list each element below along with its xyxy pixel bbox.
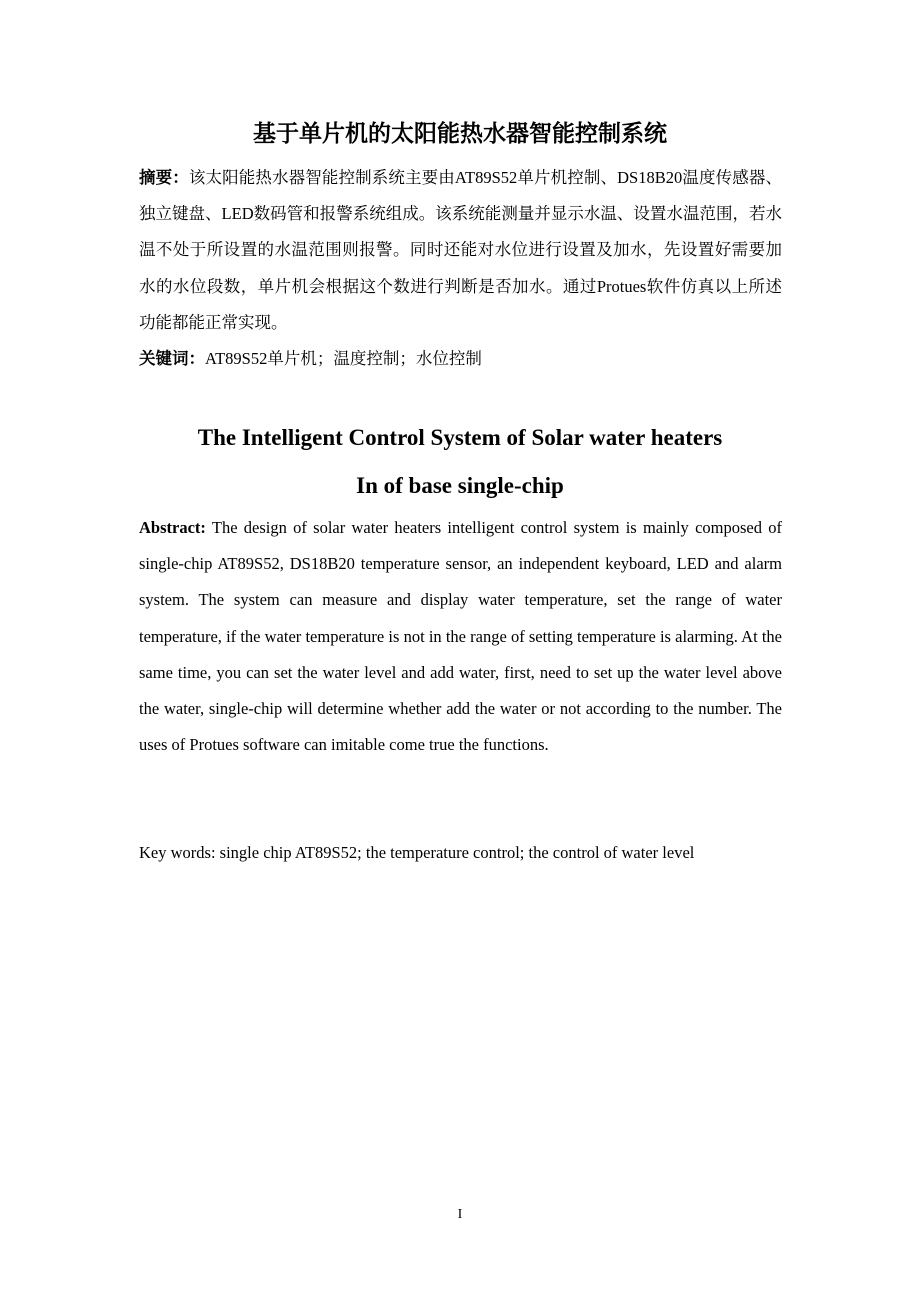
chinese-abstract-label: 摘要： xyxy=(139,168,189,187)
chinese-abstract-text: 该太阳能热水器智能控制系统主要由AT89S52单片机控制、DS18B20温度传感器、独立键盘、LED数码管和报警系统组成。该系统能测量并显示水温、设置水温范围，若水温不处于所设置的水温范围则报警。同时还能对水位进行设置及加水，先设置好需要加水的水位段数，单片机会根据这个数进行判断是否加水。通过Protues软件仿真以上所述功能都能正常实现。 xyxy=(139,168,782,332)
chinese-keywords xyxy=(139,341,782,377)
english-abstract xyxy=(139,510,782,763)
chinese-keywords-text: AT89S52单片机；温度控制；水位控制 xyxy=(205,349,482,368)
english-abstract-text: The design of solar water heaters intelligent control system is mainly composed of single-chip AT89S52, DS18B20 temperature sensor, an independent keyboard, LED and alarm system. The system can measure and display water temperature, set the range of water temperature, if the water temperature is not in the range of setting temperature is alarming. At the same time, you can set the water level and add water, first, need to set up the water level above the water, single-chip will determine whether add the water or not according to the number. The uses of Protues software can imitable come true the functions. xyxy=(139,518,782,755)
english-title-line-1: The Intelligent Control System of Solar water heaters xyxy=(197,425,723,450)
chinese-title: 基于单片机的太阳能热水器智能控制系统 xyxy=(253,121,667,147)
english-title-line-2: In of base single-chip xyxy=(356,473,564,498)
chinese-keywords-label: 关键词： xyxy=(139,349,205,368)
english-keywords: Key words: single chip AT89S52; the temperature control; the control of water level xyxy=(139,843,695,862)
chinese-abstract xyxy=(139,160,782,341)
english-abstract-label: Abstract: xyxy=(139,518,206,537)
page-number: I xyxy=(457,1207,463,1222)
